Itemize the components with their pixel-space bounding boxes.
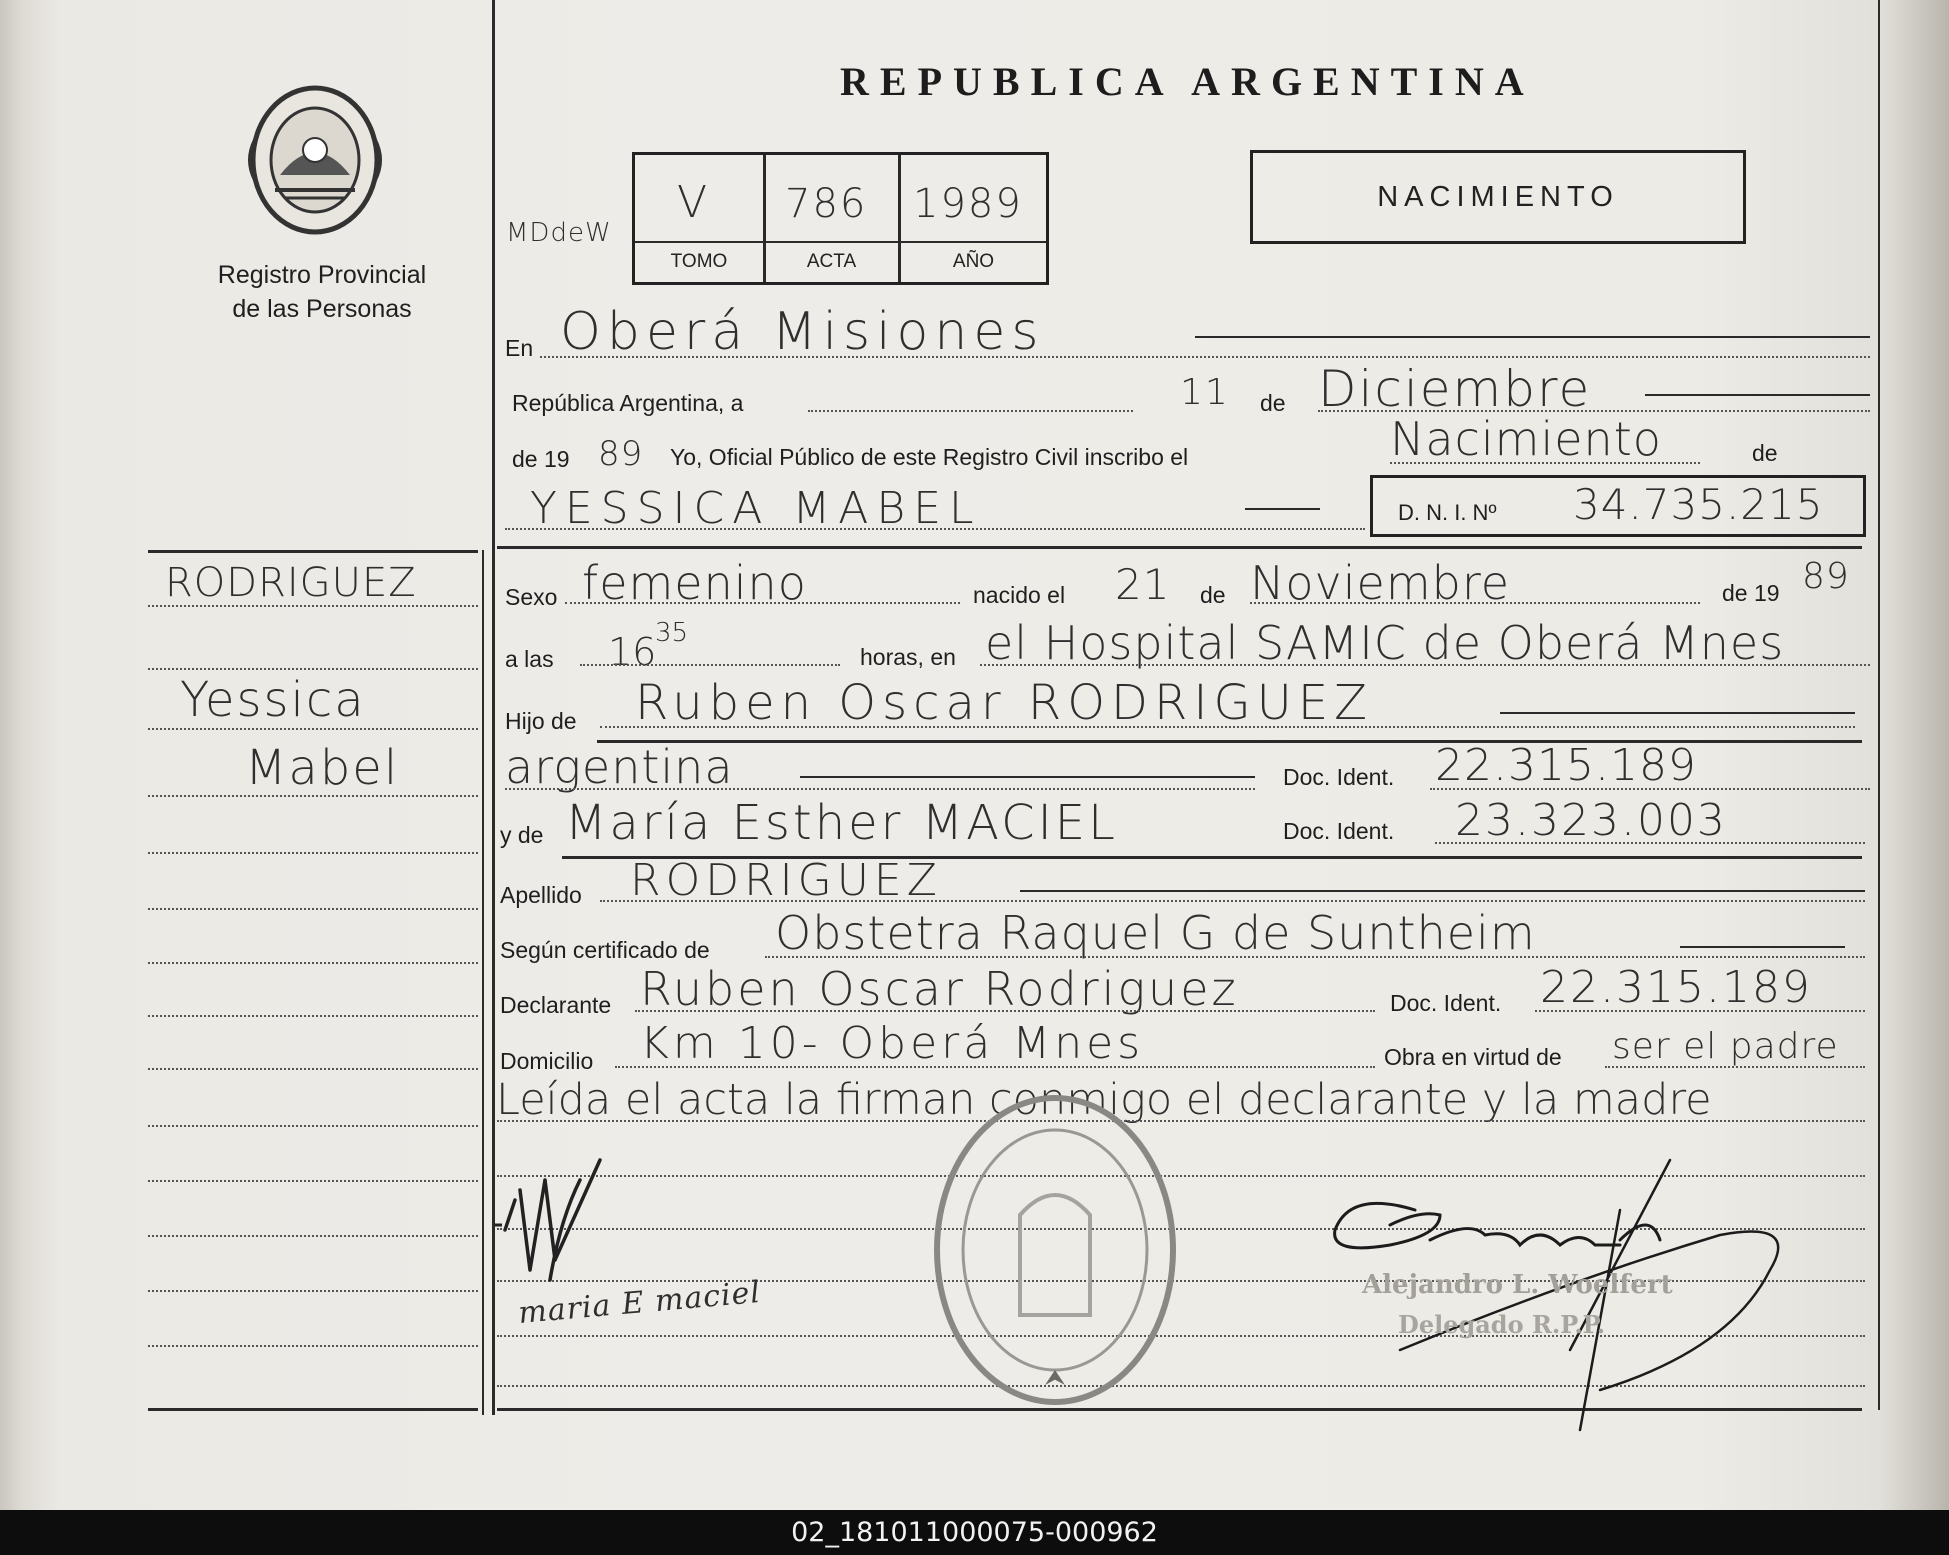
obra-value: ser el padre (1612, 1026, 1839, 1067)
birth-year-suffix-value: 89 (1802, 556, 1850, 597)
obra-label: Obra en virtud de (1384, 1044, 1562, 1070)
sidebar-given-name-1: Yessica (180, 672, 366, 728)
father-doc-value: 22.315.189 (1435, 740, 1697, 791)
de-label-3: de (1200, 582, 1226, 608)
page-title: REPUBLICA ARGENTINA (840, 59, 1535, 104)
acta-value: 786 (785, 181, 868, 227)
declarant-signature (490, 1140, 640, 1290)
tomo-value: V (677, 177, 712, 228)
right-border (1878, 0, 1880, 1410)
image-id-label: 02_181011000075-000962 (791, 1517, 1158, 1548)
ano-value: 1989 (913, 181, 1023, 227)
republica-label: República Argentina, a (512, 390, 744, 416)
certificado-value: Obstetra Raquel G de Suntheim (775, 906, 1536, 960)
column-divider-inner (482, 550, 484, 1415)
father-nationality-value: argentina (505, 740, 734, 794)
horas-label: horas, en (860, 644, 956, 670)
oficial-text: Yo, Oficial Público de este Registro Civil inscribo el (670, 444, 1189, 470)
dni-box (1370, 475, 1866, 537)
dni-value: 34.735.215 (1573, 480, 1824, 529)
declarante-value: Ruben Oscar Rodriguez (640, 962, 1239, 1016)
ano-label: AÑO (952, 251, 995, 272)
en-label: En (505, 335, 534, 361)
registry-name (172, 258, 472, 326)
record-prefix: MDdeW (506, 218, 612, 248)
year-suffix-value: 89 (598, 434, 644, 474)
father-name-value: Ruben Oscar RODRIGUEZ (635, 675, 1374, 731)
record-kind-value: Nacimiento (1390, 412, 1662, 466)
mother-doc-label: Doc. Ident. (1283, 818, 1395, 844)
month-value: Diciembre (1318, 360, 1592, 418)
dni-label: D. N. I. Nº (1398, 500, 1497, 525)
declarante-label: Declarante (500, 992, 612, 1018)
a-las-label: a las (505, 646, 554, 672)
mother-name-value: María Esther MACIEL (565, 795, 1118, 851)
image-id-footer (0, 1510, 1949, 1555)
official-name-stamp: Alejandro L. Woelfert (1362, 1270, 1673, 1300)
closing-text-value: Leída el acta la firman conmigo el declarante y la madre (496, 1075, 1712, 1125)
father-doc-label: Doc. Ident. (1283, 764, 1395, 790)
declarante-doc-label: Doc. Ident. (1390, 990, 1502, 1016)
de-label-1: de (1260, 390, 1286, 416)
nacido-label: nacido el (973, 582, 1066, 608)
birth-place-value: el Hospital SAMIC de Oberá Mnes (985, 616, 1785, 670)
sidebar-bottom-rule (148, 1408, 478, 1411)
domicilio-value: Km 10- Oberá Mnes (640, 1018, 1145, 1069)
de-19-label: de 19 (512, 446, 570, 472)
tomo-label: TOMO (670, 251, 728, 272)
declarante-doc-value: 22.315.189 (1540, 962, 1812, 1013)
de-label-2: de (1752, 440, 1778, 466)
sexo-label: Sexo (505, 584, 558, 610)
apellido-label: Apellido (500, 882, 582, 908)
full-name-value: YESSICA MABEL (530, 483, 982, 534)
mother-signature: maria E maciel (516, 1274, 763, 1331)
sidebar-top-rule (148, 550, 478, 553)
registry-stamp (925, 1085, 1185, 1415)
segun-label: Según certificado de (500, 937, 710, 963)
day-value: 11 (1180, 372, 1230, 413)
birth-day-value: 21 (1115, 560, 1171, 609)
record-number-box (632, 152, 1049, 285)
mother-doc-value: 23.323.003 (1455, 795, 1727, 846)
place-value: Oberá Misiones (560, 302, 1045, 362)
acta-label: ACTA (806, 251, 857, 272)
sidebar-surname: RODRIGUEZ (165, 560, 417, 606)
hijo-label: Hijo de (505, 708, 577, 734)
official-title-stamp: Delegado R.P.P. (1398, 1310, 1606, 1339)
de-19-label-2: de 19 (1722, 580, 1780, 606)
birth-month-value: Noviembre (1250, 556, 1511, 610)
apellido-value: RODRIGUEZ (630, 855, 942, 906)
sexo-value: femenino (582, 556, 807, 610)
sidebar-given-name-2: Mabel (245, 740, 400, 796)
record-type-box: NACIMIENTO (1250, 150, 1746, 244)
provincial-seal-logo (240, 80, 390, 240)
domicilio-label: Domicilio (500, 1048, 594, 1074)
registry-line-1: Registro Provincial (217, 261, 427, 289)
minute-value: 35 (655, 618, 689, 648)
y-de-label: y de (500, 822, 544, 848)
hour-value: 16 (608, 630, 657, 674)
registry-line-2: de las Personas (232, 295, 412, 323)
